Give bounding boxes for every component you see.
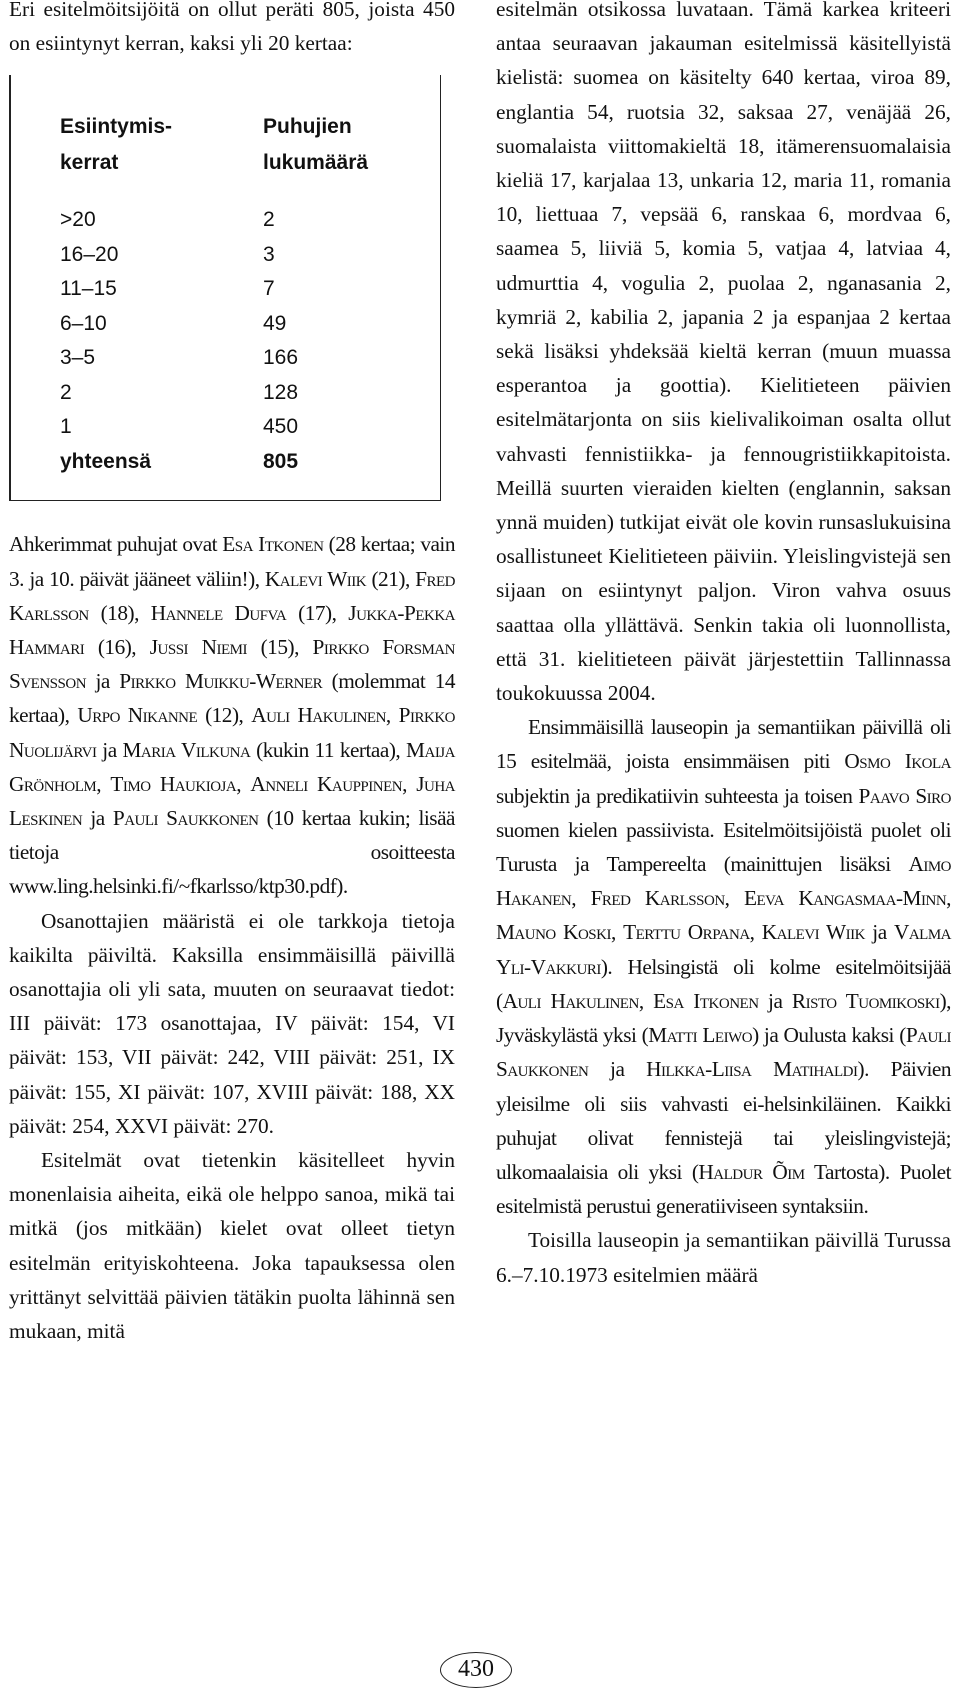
header-occurrences: Esiintymis-: [60, 115, 173, 139]
person-name: Maria Vilkuna: [122, 737, 251, 762]
person-name: Esa Itkonen: [653, 988, 759, 1013]
table-right-rule: [440, 75, 442, 501]
table-bottom-rule: [9, 500, 441, 502]
table-row: 6–10 49: [60, 311, 287, 335]
person-name: Jukka-Pekka Hammari: [9, 600, 455, 660]
person-name: Maija Grönholm: [9, 737, 455, 796]
table-header-row-1: [60, 109, 368, 145]
table-gap-row: [60, 181, 368, 203]
topics-paragraph: Esitelmät ovat tietenkin käsitelleet hyvin monenlaisia aiheita, eikä ole helppo sanoa, mikä tai mitkä (jos mitkään) kielet ovat olleet tietyn esitelmän erityiskohteena. Joka tapauksessa olen yrittänyt selvittää päivien tätäkin puolta lähinnä sen mukaan, mitä: [9, 1148, 455, 1344]
person-name: Pirkko Forsman Svensson: [9, 635, 455, 694]
header-speakers-2: lukumäärä: [263, 151, 369, 175]
person-name: Pirkko Nuolijärvi: [9, 703, 455, 762]
total-value: 805: [263, 449, 299, 473]
speaker-stats-table: [9, 75, 441, 501]
person-name: Osmo Ikola: [844, 749, 951, 774]
person-name: Auli Hakulinen: [251, 703, 386, 728]
header-speakers: Puhujien: [263, 115, 352, 139]
table-row: 2 128: [60, 380, 299, 404]
person-name: Aimo Hakanen: [496, 852, 951, 911]
person-name: Auli Hakulinen: [502, 988, 639, 1013]
person-name: Eeva Kangasmaa-Minn: [744, 886, 947, 911]
second-days-paragraph: Toisilla lauseopin ja semantiikan päivillä Turussa 6.–7.10.1973 esitelmien määrä: [496, 1228, 951, 1287]
person-name: Mauno Koski: [496, 920, 611, 945]
person-name: Esa Itkonen: [222, 532, 324, 557]
person-name: Fred Karlsson: [9, 566, 455, 625]
person-name: Matti Leiwo: [648, 1023, 753, 1048]
languages-paragraph: esitelmän otsikossa luvataan. Tämä karkea kriteeri antaa seuraavan jakauman esitelmissä käsitellyistä kielistä: suomea on käsitelty 640 kertaa, viroa 89, englantia 54, ruotsia 32, saksaa 27, venäjää 26, suomalaista viittomakieltä 18, itämerensuomalaisia kieliä 17, karjalaa 13, unkaria 12, maria 11, romania 10, liettuaa 7, vepsää 6, ranskaa 6, mordvaa 6, saamea 5, liiviä 5, komia 5, vatjaa 4, latviaa 4, udmurttia 4, vogulia 2, puolaa 2, nganasania 2, kymriä 2, kabilia 2, japania 2 ja espanjaa 2 kertaa sekä lisäksi yhdeksää kieltä kerran (muun muassa esperantoa ja goottia). Kielitieteen päivien esitelmätarjonta on siis kielivalikoiman osalta ollut vahvasti fennistiikka- ja fennougristiikkapitoista. Meillä suurten vieraiden kielten (englannin, saksan ynnä muiden) tutkijat eivät ole kovin runsaslukuisina osallistuneet Kielitieteen päiviin. Yleislingvistejä sen sijaan on esiintynyt paljon. Viron vahva osuus saattaa olla yllättävä. Senkin takia oli luonnollista, että 31. kielitieteen päivät järjestettiin Tallinnassa toukokuussa 2004.: [496, 0, 951, 706]
total-label: yhteensä: [60, 449, 152, 473]
person-name: Fred Karlsson: [590, 886, 725, 911]
left-column: [9, 0, 455, 1348]
person-name: Haldur Õim: [698, 1159, 805, 1184]
person-name: Risto Tuomikoski: [791, 988, 940, 1013]
table-row: 16–20 3: [60, 242, 275, 266]
person-name: Jussi Niemi: [149, 635, 247, 660]
table-left-rule: [9, 75, 11, 501]
table-row: 3–5 166: [60, 346, 299, 370]
person-name: Juha Leskinen: [9, 771, 456, 831]
person-name: Pauli Saukkonen: [496, 1023, 951, 1082]
person-name: Kalevi Wiik: [761, 920, 865, 945]
table-row: 1 450: [60, 415, 299, 439]
person-name: Terttu Orpana: [623, 920, 750, 945]
table-header-row-2: [60, 145, 368, 181]
person-name: Valma Yli-Vakkuri: [496, 920, 951, 979]
person-name: Pauli Saukkonen: [112, 806, 259, 831]
table-row: >20 2: [60, 208, 275, 232]
first-days-paragraph: Ensimmäisillä lauseopin ja semantiikan päivillä oli 15 esitelmää, joista ensimmäisen piti Osmo Ikola subjektin ja predikatiivin suhteesta ja toisen Paavo Siro suomen kielen passiivista. Esitelmöitsijöistä puolet oli Turusta ja Tampereelta (mainittujen lisäksi Aimo Hakanen, Fred Karlsson, Eeva Kangasmaa-Minn, Mauno Koski, Terttu Orpana, Kalevi Wiik ja Valma Yli-Vakkuri). Helsingistä oli kolme esitelmöitsijää (Auli Hakulinen, Esa Itkonen ja Risto Tuomikoski), Jyväskylästä yksi (Matti Leiwo) ja Oulusta kaksi (Pauli Saukkonen ja Hilkka-Liisa Matihaldi). Päivien yleisilme oli siis vahvasti ei-helsinkiläinen. Kaikki puhujat olivat fennistejä tai yleislingvistejä; ulkomaalaisia oli yksi (Haldur Õim Tartosta). Puolet esitelmistä perustui generatiiviseen syntaksiin.: [496, 715, 952, 1219]
header-occurrences-2: kerrat: [60, 151, 119, 175]
attendance-paragraph: Osanottajien määristä ei ole tarkkoja tietoja kaikilta päiviltä. Kaksilla ensimmäisillä päivillä osanottajia oli yli sata, muuten on seuraavat tiedot: III päivät: 173 osanottajaa, IV päivät: 154, VI päivät: 153, VII päivät: 242, VIII päivät: 251, IX päivät: 155, XI päivät: 107, XVIII päivät: 188, XX päivät: 254, XXVI päivät: 270.: [9, 908, 455, 1138]
person-name: Paavo Siro: [858, 783, 952, 808]
stats-grid: [60, 109, 368, 479]
right-column: [496, 0, 951, 1292]
intro-paragraph: Eri esitelmöitsijöitä on ollut peräti 805, joista 450 on esiintynyt kerran, kaksi yli 20 kertaa:: [9, 0, 455, 56]
person-name: Anneli Kauppinen: [250, 771, 403, 796]
person-name: Hilkka-Liisa Matihaldi: [646, 1057, 858, 1082]
person-name: Timo Haukioja: [110, 771, 237, 796]
person-name: Kalevi Wiik: [264, 566, 367, 591]
page-number: 430: [440, 1652, 512, 1688]
table-row: 11–15 7: [60, 277, 275, 301]
person-name: Pirkko Muikku-Werner: [119, 669, 323, 694]
speakers-paragraph: Ahkerimmat puhujat ovat Esa Itkonen (28 kertaa; vain 3. ja 10. päivät jääneet väliin!), Kalevi Wiik (21), Fred Karlsson (18), Hannele Dufva (17), Jukka-Pekka Hammari (16), Jussi Niemi (15), Pirkko Forsman Svensson ja Pirkko Muikku-Werner (molemmat 14 kertaa), Urpo Nikanne (12), Auli Hakulinen, Pirkko Nuolijärvi ja Maria Vilkuna (kukin 11 kertaa), Maija Grönholm, Timo Haukioja, Anneli Kauppinen, Juha Leskinen ja Pauli Saukkonen (10 kertaa kukin; lisää tietoja osoitteesta www.ling.helsinki.fi/~fkarlsso/ktp30.pdf).: [9, 532, 456, 899]
table-total-row: [60, 445, 368, 480]
person-name: Hannele Dufva: [150, 600, 287, 625]
person-name: Urpo Nikanne: [77, 703, 198, 728]
